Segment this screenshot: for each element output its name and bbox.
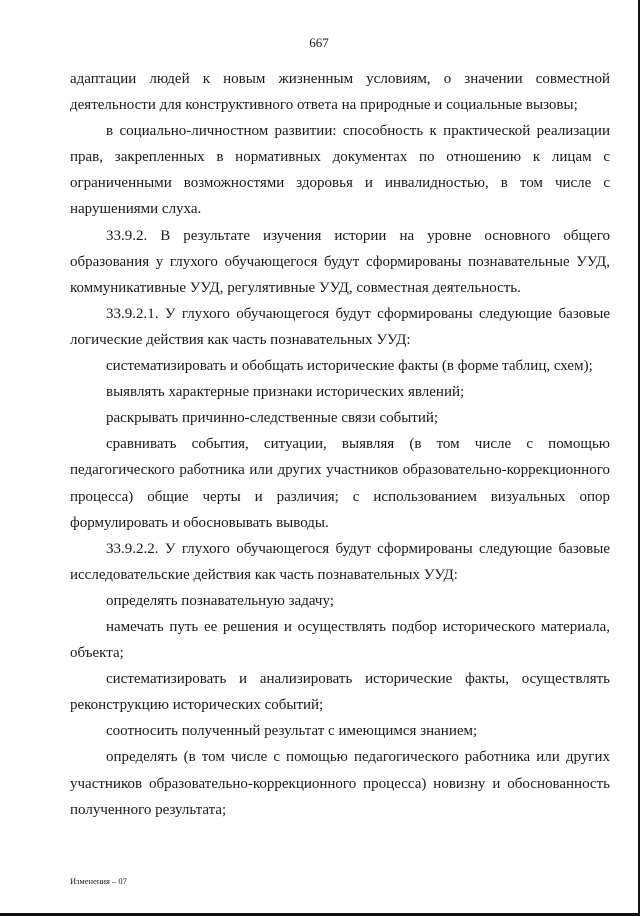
paragraph: 33.9.2.1. У глухого обучающегося будут сформированы следующие базовые логические действия как часть познавательных УУД: <box>70 305 610 348</box>
paragraph: в социально-личностном развитии: способность к практической реализации прав, закрепленных в нормативных документах по отношению к лицам с ограниченными возможностями здоровья и инвалидностью, в том числе с нарушениями слуха. <box>70 123 610 218</box>
paragraph: 33.9.2. В результате изучения истории на уровне основного общего образования у глухого обучающегося будут сформированы познавательные УУД, коммуникативные УУД, регулятивные УУД, совместная деятельность. <box>70 227 610 296</box>
paragraph: систематизировать и анализировать исторические факты, осуществлять реконструкцию исторических событий; <box>70 671 610 714</box>
paragraph: выявлять характерные признаки исторических явлений; <box>106 384 465 401</box>
paragraph: намечать путь ее решения и осуществлять подбор исторического материала, объекта; <box>70 618 610 662</box>
paragraph: определять (в том числе с помощью педагогического работника или других участников образовательно-коррекционного процесса) новизну и обоснованность полученного результата; <box>70 749 610 818</box>
paragraph: соотносить полученный результат с имеющимся знанием; <box>106 723 478 740</box>
footer-revision: Изменения – 07 <box>70 876 127 886</box>
document-body <box>70 66 610 823</box>
paragraph: 33.9.2.2. У глухого обучающегося будут сформированы следующие базовые исследовательские действия как часть познавательных УУД: <box>70 540 610 583</box>
paragraph: адаптации людей к новым жизненным условиям, о значении совместной деятельности для конструктивного ответа на природные и социальные вызовы; <box>70 71 610 114</box>
paragraph: определять познавательную задачу; <box>106 592 334 609</box>
paragraph: систематизировать и обобщать исторические факты (в форме таблиц, схем); <box>106 358 593 375</box>
page-number: 667 <box>309 35 329 50</box>
paragraph: раскрывать причинно-следственные связи событий; <box>106 410 439 427</box>
paragraph: сравнивать события, ситуации, выявляя (в том числе с помощью педагогического работника или других участников образовательно-коррекционного процесса) общие черты и различия; с использованием визуальных опор формулировать и обосновывать выводы. <box>70 436 610 531</box>
